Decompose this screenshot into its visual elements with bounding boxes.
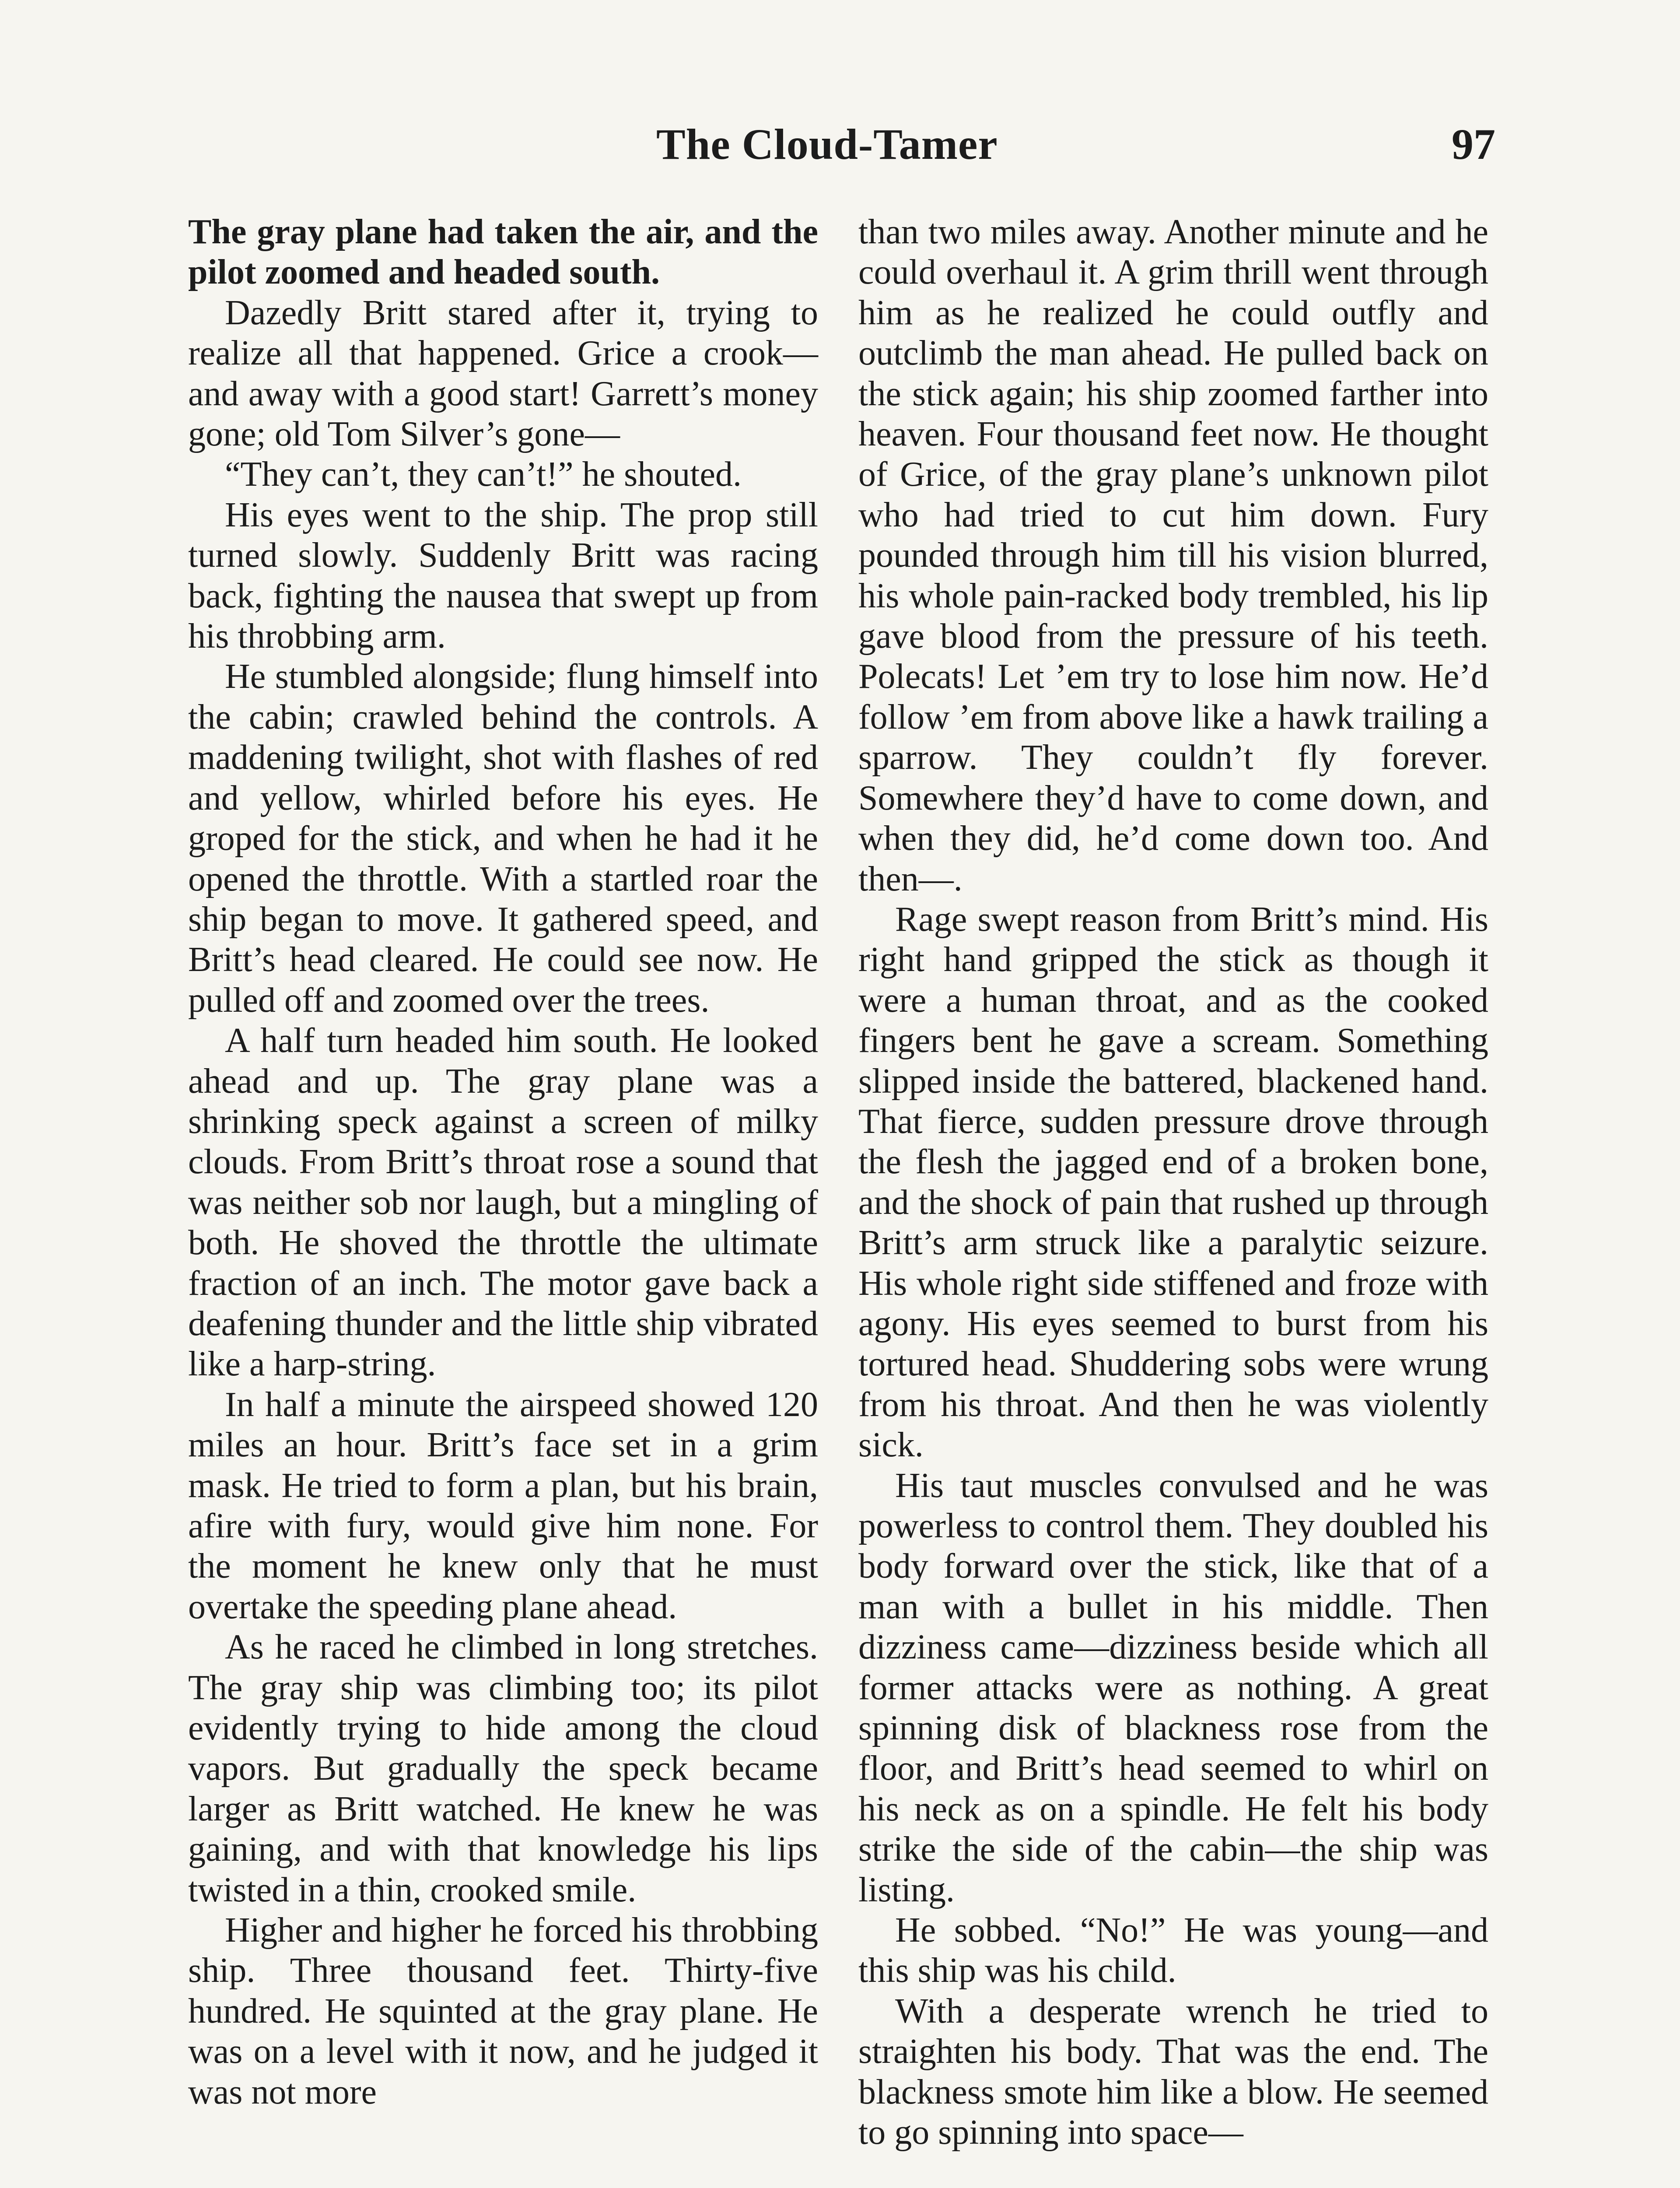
page-title: The Cloud-Tamer: [656, 120, 998, 168]
paragraph: He stumbled alongside; flung himself into the cabin; crawled behind the controls. A maddening twilight, shot with flashes of red and yellow, whirled before his eyes. He groped for the stick, and when he had it he opened the throttle. With a startled roar the ship began to move. It gathered speed, and Britt’s head cleared. He could see now. He pulled off and zoomed over the trees.: [188, 657, 818, 1020]
paragraph: “They can’t, they can’t!” he shouted.: [225, 455, 742, 494]
left-column: [188, 212, 818, 2112]
right-column: [858, 212, 1488, 2153]
paragraph: His taut muscles convulsed and he was powerless to control them. They doubled his body forward over the stick, like that of a man with a bullet in his middle. Then dizziness came—dizziness beside which all former attacks were as nothing. A great spinning disk of blackness rose from the floor, and Britt’s head seemed to whirl on his neck as on a spindle. He felt his body strike the side of the cabin—the ship was listing.: [858, 1466, 1488, 1909]
paragraph: He sobbed. “No!” He was young—and this ship was his child.: [858, 1911, 1488, 1990]
paragraph: The gray plane had taken the air, and the pilot zoomed and headed south.: [188, 213, 818, 292]
paragraph: His eyes went to the ship. The prop still turned slowly. Suddenly Britt was racing back, fighting the nausea that swept up from his throbbing arm.: [188, 495, 818, 656]
paragraph: As he raced he climbed in long stretches. The gray ship was climbing too; its pilot evidently trying to hide among the cloud vapors. But gradually the speck became larger as Britt watched. He knew he was gaining, and with that knowledge his lips twisted in a thin, crooked smile.: [188, 1628, 818, 1909]
paragraph: Higher and higher he forced his throbbing ship. Three thousand feet. Thirty-five hundred. He squinted at the gray plane. He was on a level with it now, and he judged it was not more: [188, 1911, 818, 2111]
page-number: 97: [1452, 120, 1495, 168]
paragraph: A half turn headed him south. He looked ahead and up. The gray plane was a shrinking speck against a screen of milky clouds. From Britt’s throat rose a sound that was neither sob nor laugh, but a mingling of both. He shoved the throttle the ultimate fraction of an inch. The motor gave back a deafening thunder and the little ship vibrated like a harp-string.: [188, 1021, 818, 1384]
paragraph: Rage swept reason from Britt’s mind. His right hand gripped the stick as though it were a human throat, and as the cooked fingers bent he gave a scream. Something slipped inside the battered, blackened hand. That fierce, sudden pressure drove through the flesh the jagged end of a broken bone, and the shock of pain that rushed up through Britt’s arm struck like a paralytic seizure. His whole right side stiffened and froze with agony. His eyes seemed to burst from his tortured head. Shuddering sobs were wrung from his throat. And then he was violently sick.: [858, 900, 1488, 1465]
paragraph: With a desperate wrench he tried to straighten his body. That was the end. The blackness smote him like a blow. He seemed to go spinning into space—: [858, 1992, 1488, 2152]
running-head: [0, 118, 1680, 171]
paragraph: In half a minute the airspeed showed 120 miles an hour. Britt’s face set in a grim mask. He tried to form a plan, but his brain, afire with fury, would give him none. For the moment he knew only that he must overtake the speeding plane ahead.: [188, 1385, 818, 1626]
paragraph: Dazedly Britt stared after it, trying to realize all that happened. Grice a crook—and away with a good start! Garrett’s money gone; old Tom Silver’s gone—: [188, 293, 818, 454]
paragraph: than two miles away. Another minute and he could overhaul it. A grim thrill went through him as he realized he could outfly and outclimb the man ahead. He pulled back on the stick again; his ship zoomed farther into heaven. Four thousand feet now. He thought of Grice, of the gray plane’s unknown pilot who had tried to cut him down. Fury pounded through him till his vision blurred, his whole pain-racked body trembled, his lip gave blood from the pressure of his teeth. Polecats! Let ’em try to lose him now. He’d follow ’em from above like a hawk trailing a sparrow. They couldn’t fly forever. Somewhere they’d have to come down, and when they did, he’d come down too. And then—.: [858, 213, 1488, 898]
